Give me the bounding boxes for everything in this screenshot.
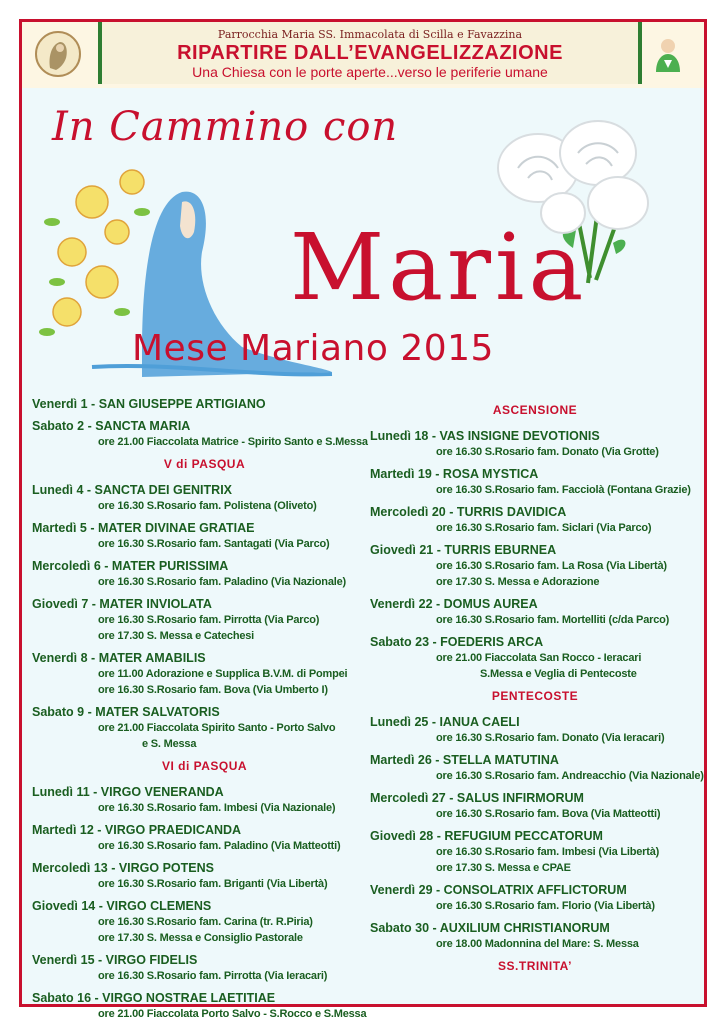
entry-detail: ore 16.30 S.Rosario fam. Mortelliti (c/da Parco) (436, 614, 670, 626)
schedule-entry (370, 920, 700, 952)
entry-detail: ore 17.30 S. Messa e CPAE (436, 862, 571, 874)
entry-detail: ore 17.30 S. Messa e Catechesi (98, 630, 255, 642)
entry-day-title: Giovedì 7 - MATER INVIOLATA (32, 597, 212, 611)
schedule-entry (32, 704, 377, 752)
schedule-entry (32, 822, 377, 854)
schedule-entry (370, 882, 700, 914)
entry-day-title: Venerdì 22 - DOMUS AUREA (370, 597, 538, 611)
header-title: RIPARTIRE DALL’EVANGELIZZAZIONE (177, 42, 563, 64)
entry-detail: ore 16.30 S.Rosario fam. Pirrotta (Via Parco) (98, 614, 320, 626)
entry-detail: ore 16.30 S.Rosario fam. Imbesi (Via Libertà) (436, 846, 660, 858)
schedule-left-column (32, 396, 377, 1028)
pope-logo-icon (644, 30, 692, 78)
section-heading: VI di PASQUA (161, 759, 248, 773)
schedule-entry (32, 898, 377, 946)
entry-detail: ore 18.00 Madonnina del Mare: S. Messa (436, 938, 639, 950)
schedule-right-column (370, 396, 704, 984)
entry-day-title: Mercoledì 27 - SALUS INFIRMORUM (370, 791, 584, 805)
entry-day-title: Mercoledì 13 - VIRGO POTENS (32, 861, 214, 875)
entry-day-title: Lunedì 25 - IANUA CAELI (370, 715, 520, 729)
header-banner (22, 22, 704, 88)
entry-detail: ore 21.00 Fiaccolata San Rocco - Ieracari (436, 652, 642, 664)
schedule-entry (32, 860, 377, 892)
entry-detail: ore 21.00 Fiaccolata Spirito Santo - Porto Salvo (98, 722, 336, 734)
schedule-entry (32, 418, 377, 450)
section-heading: PENTECOSTE (491, 689, 579, 703)
schedule-entry (32, 952, 377, 984)
entry-detail: ore 17.30 S. Messa e Adorazione (436, 576, 600, 588)
header-text-block (98, 22, 642, 84)
schedule-entry (370, 828, 700, 876)
entry-detail: ore 16.30 S.Rosario fam. Donato (Via Ieracari) (436, 732, 665, 744)
madonna-logo-icon (34, 30, 82, 78)
entry-detail: ore 16.30 S.Rosario fam. Florio (Via Libertà) (436, 900, 655, 912)
entry-detail: ore 16.30 S.Rosario fam. Briganti (Via Libertà) (98, 878, 328, 890)
entry-day-title: Lunedì 11 - VIRGO VENERANDA (32, 785, 224, 799)
entry-day-title: Sabato 9 - MATER SALVATORIS (32, 705, 220, 719)
schedule-entry (370, 428, 700, 460)
entry-day-title: Lunedì 18 - VAS INSIGNE DEVOTIONIS (370, 429, 600, 443)
schedule-entry (370, 466, 700, 498)
entry-day-title: Martedì 19 - ROSA MYSTICA (370, 467, 539, 481)
entry-detail: ore 16.30 S.Rosario fam. Imbesi (Via Nazionale) (98, 802, 336, 814)
schedule-entry (32, 520, 377, 552)
schedule-entry (370, 634, 700, 682)
entry-day-title: Sabato 16 - VIRGO NOSTRAE LAETITIAE (32, 991, 276, 1005)
entry-detail: ore 21.00 Fiaccolata Porto Salvo - S.Rocco e S.Messa (98, 1008, 367, 1020)
entry-detail: ore 16.30 S.Rosario fam. Santagati (Via Parco) (98, 538, 330, 550)
entry-day-title: Sabato 30 - AUXILIUM CHRISTIANORUM (370, 921, 610, 935)
entry-detail: ore 16.30 S.Rosario fam. Carina (tr. R.Piria) (98, 916, 313, 928)
entry-day-title: Venerdì 15 - VIRGO FIDELIS (32, 953, 198, 967)
section-heading: V di PASQUA (163, 457, 246, 471)
poster-title-line2: Maria (290, 214, 588, 321)
poster-title-line1: In Cammino con (52, 104, 399, 150)
schedule-entry (370, 790, 700, 822)
entry-detail: ore 16.30 S.Rosario fam. Andreacchio (Via Nazionale) (436, 770, 704, 782)
entry-detail: ore 21.00 Fiaccolata Matrice - Spirito Santo e S.Messa (98, 436, 368, 448)
schedule-entry (32, 650, 377, 698)
entry-detail: ore 16.30 S.Rosario fam. Paladino (Via Matteotti) (98, 840, 341, 852)
entry-detail: ore 16.30 S.Rosario fam. Bova (Via Umberto I) (98, 684, 328, 696)
entry-day-title: Martedì 5 - MATER DIVINAE GRATIAE (32, 521, 255, 535)
poster-title-line3: Mese Mariano 2015 (132, 328, 494, 369)
schedule-entry (32, 482, 377, 514)
schedule-entry (370, 542, 700, 590)
entry-day-title: Sabato 2 - SANCTA MARIA (32, 419, 191, 433)
entry-day-title: Giovedì 14 - VIRGO CLEMENS (32, 899, 212, 913)
schedule-entry (32, 784, 377, 816)
schedule-entry (370, 596, 700, 628)
entry-day-title: Martedì 26 - STELLA MATUTINA (370, 753, 559, 767)
parish-name: Parrocchia Maria SS. Immacolata di Scilla e Favazzina (217, 28, 523, 41)
entry-detail: ore 16.30 S.Rosario fam. Facciolà (Fontana Grazie) (436, 484, 691, 496)
entry-day-title: Mercoledì 6 - MATER PURISSIMA (32, 559, 229, 573)
entry-detail-continuation: e S. Messa (142, 738, 197, 750)
schedule-entry (32, 596, 377, 644)
entry-day-title: Mercoledì 20 - TURRIS DAVIDICA (370, 505, 567, 519)
entry-day-title: Martedì 12 - VIRGO PRAEDICANDA (32, 823, 242, 837)
entry-day-title: Lunedì 4 - SANCTA DEI GENITRIX (32, 483, 233, 497)
entry-detail: ore 16.30 S.Rosario fam. Paladino (Via Nazionale) (98, 576, 346, 588)
poster-frame (19, 19, 707, 1020)
entry-detail: ore 17.30 S. Messa e Consiglio Pastorale (98, 932, 303, 944)
header-tagline: Una Chiesa con le porte aperte...verso le periferie umane (192, 64, 548, 80)
entry-day-title: Giovedì 28 - REFUGIUM PECCATORUM (370, 829, 603, 843)
entry-detail: ore 16.30 S.Rosario fam. La Rosa (Via Libertà) (436, 560, 667, 572)
entry-detail-continuation: S.Messa e Veglia di Pentecoste (480, 668, 637, 680)
schedule-entry (370, 504, 700, 536)
entry-detail: ore 16.30 S.Rosario fam. Donato (Via Grotte) (436, 446, 659, 458)
schedule-entry (370, 714, 700, 746)
entry-day-title: Venerdì 1 - SAN GIUSEPPE ARTIGIANO (32, 397, 266, 411)
schedule-entry (32, 396, 377, 412)
entry-day-title: Venerdì 29 - CONSOLATRIX AFFLICTORUM (370, 883, 627, 897)
entry-detail: ore 16.30 S.Rosario fam. Polistena (Oliveto) (98, 500, 317, 512)
schedule-entry (32, 990, 377, 1022)
entry-day-title: Venerdì 8 - MATER AMABILIS (32, 651, 206, 665)
schedule-entry (32, 558, 377, 590)
entry-detail: ore 11.00 Adorazione e Supplica B.V.M. di Pompei (98, 668, 348, 680)
entry-detail: ore 16.30 S.Rosario fam. Bova (Via Matteotti) (436, 808, 661, 820)
section-heading: SS.TRINITA’ (498, 959, 572, 973)
schedule-entry (370, 752, 704, 784)
entry-detail: ore 16.30 S.Rosario fam. Siclari (Via Parco) (436, 522, 652, 534)
entry-day-title: Giovedì 21 - TURRIS EBURNEA (370, 543, 557, 557)
section-heading: ASCENSIONE (492, 403, 578, 417)
entry-detail: ore 16.30 S.Rosario fam. Pirrotta (Via Ieracari) (98, 970, 328, 982)
entry-day-title: Sabato 23 - FOEDERIS ARCA (370, 635, 544, 649)
